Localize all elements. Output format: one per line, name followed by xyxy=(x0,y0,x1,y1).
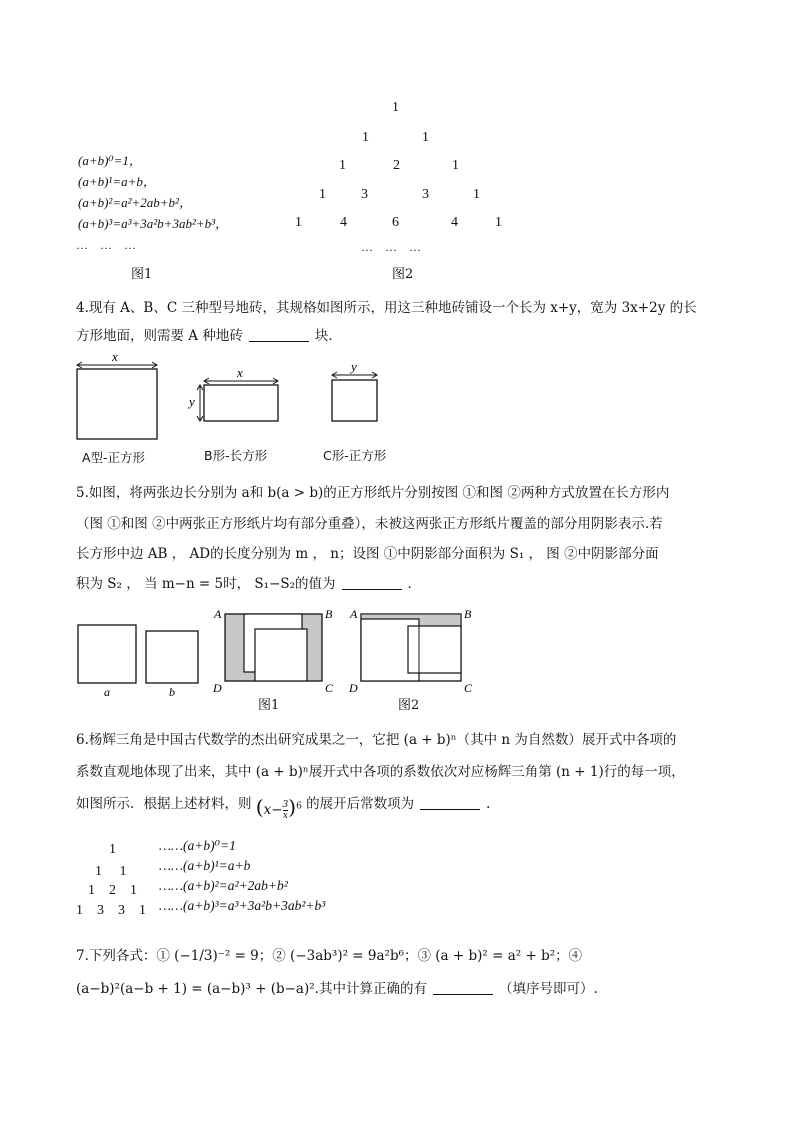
q6-frac-num: 3 xyxy=(282,800,289,810)
tile-c xyxy=(332,359,377,421)
pascal-cell: 1 xyxy=(392,100,399,115)
tile-b-label: B形-长方形 xyxy=(204,448,268,463)
q6-tri-exp-0: ……(a+b)⁰=1 xyxy=(159,838,236,853)
q7-text-post: （填序号即可）. xyxy=(498,981,598,997)
fig1-caption: 图1 xyxy=(131,267,153,282)
square-b-label: b xyxy=(169,685,175,699)
pascal-cell: 4 xyxy=(451,215,458,230)
q5-fig1 xyxy=(212,607,334,695)
q6-text-end: ． xyxy=(486,796,500,812)
tile-a xyxy=(77,349,157,439)
q5-fig2 xyxy=(348,607,473,695)
q6-text-pre: 如图所示．根据上述材料，则 xyxy=(76,796,252,812)
fig2-D: D xyxy=(349,681,358,695)
q6-tri-exp-3: ……(a+b)³=a³+3a²b+3ab²+b³ xyxy=(159,898,326,913)
q4-text-post: 块． xyxy=(314,328,342,344)
pascal-cell: 1 xyxy=(422,130,429,145)
fig2-caption: 图2 xyxy=(392,267,414,282)
square-a xyxy=(78,625,136,683)
fig1-line-3: (a+b)³=a³+3a²b+3ab²+b³， xyxy=(78,216,229,231)
pascal-cell: 1 xyxy=(495,215,502,230)
fig1-B: B xyxy=(325,607,333,621)
q6-tri-row-3: 1 3 3 1 xyxy=(76,903,146,918)
q6-line-3 xyxy=(76,792,500,821)
pascal-cell: 1 xyxy=(473,187,480,202)
q6-text-post: 的展开后常数项为 xyxy=(306,796,415,812)
q7-line-2 xyxy=(76,977,598,997)
tile-b-dim-y: y xyxy=(189,394,195,409)
tile-c-dim: y xyxy=(351,359,357,374)
q5-text-post: ． xyxy=(407,576,422,592)
q4-text-pre: 方形地面，则需要 A 种地砖 xyxy=(76,328,243,344)
q6-frac-den: x xyxy=(282,811,288,821)
q5-fig1-caption: 图1 xyxy=(258,698,280,713)
fig1-D: D xyxy=(213,681,222,695)
pascal-cell: 1 xyxy=(452,158,459,173)
pascal-cell: 1 xyxy=(339,158,346,173)
q5-line-3: 长方形中边 AB ， AD的长度分别为 m ， n；设图 ①中阴影部分面积为 S₁ ， 图 ②中阴影部分面 xyxy=(76,546,659,562)
pascal-cell: 3 xyxy=(361,187,368,202)
fig2-A: A xyxy=(350,607,358,621)
square-a-label: a xyxy=(104,685,110,699)
q5-text-pre: 积为 S₂ ， 当 m−n = 5时， S₁−S₂的值为 xyxy=(76,576,336,592)
q6-tri-row-2: 1 2 1 xyxy=(88,883,137,898)
fig1-line-2: (a+b)²=a²+2ab+b²， xyxy=(78,195,192,210)
q6-exponent: 6 xyxy=(296,801,302,812)
fig1-line-0: (a+b)⁰=1， xyxy=(78,153,142,168)
q5-line-4 xyxy=(76,572,421,592)
q5-line-2: （图 ①和图 ②中两张正方形纸片均有部分重叠），未被这两张正方形纸片覆盖的部分用阴影表示.若 xyxy=(76,516,663,532)
q4-line-1: 4.现有 A、B、C 三种型号地砖，其规格如图所示，用这三种地砖铺设一个长为 x+y，宽为 3x+2y 的长 xyxy=(76,300,697,316)
q6-expression: (x− $\frac{3}{x}$ )$^6$ xyxy=(255,795,302,821)
fig2-ellipsis: … … … xyxy=(361,240,422,254)
q7-text-pre: (a−b)²(a−b + 1) = (a−b)³ + (b−a)².其中计算正确的有 xyxy=(76,981,427,997)
pascal-cell: 2 xyxy=(393,158,400,173)
pascal-cell: 1 xyxy=(319,187,326,202)
square-b xyxy=(146,631,198,683)
tile-b xyxy=(187,365,278,421)
pascal-cell: 3 xyxy=(422,187,429,202)
q6-tri-row-1: 1 1 xyxy=(95,864,127,879)
fig1-line-1: (a+b)¹=a+b， xyxy=(78,174,156,189)
tile-c-label: C形-正方形 xyxy=(323,448,387,463)
q5-line-1: 5.如图，将两张边长分别为 a和 b(a > b)的正方形纸片分别按图 ①和图 ②两种方式放置在长方形内 xyxy=(76,485,670,501)
fig1-ellipsis: … … … xyxy=(76,238,137,252)
tile-b-dim-x: x xyxy=(237,365,243,380)
fig1-A: A xyxy=(214,607,222,621)
q6-tri-exp-2: ……(a+b)²=a²+2ab+b² xyxy=(159,878,288,893)
q6-line-2: 系数直观地体现了出来，其中 (a + b)ⁿ展开式中各项的系数依次对应杨辉三角第 (n + 1)行的每一项， xyxy=(76,764,685,780)
pascal-cell: 1 xyxy=(362,130,369,145)
fig2-C: C xyxy=(464,681,473,695)
q6-line-1: 6.杨辉三角是中国古代数学的杰出研究成果之一，它把 (a + b)ⁿ（其中 n 为自然数）展开式中各项的 xyxy=(76,732,677,748)
q7-line-1: 7.下列各式：① (−1/3)⁻² = 9；② (−3ab³)² = 9a²b⁶；③ (a + b)² = a² + b²；④ xyxy=(76,948,583,964)
q4-answer-blank[interactable] xyxy=(249,329,309,342)
pascal-cell: 1 xyxy=(295,215,302,230)
fig2-B: B xyxy=(464,607,472,621)
q6-tri-exp-1: ……(a+b)¹=a+b xyxy=(159,858,251,873)
fig1-C: C xyxy=(325,681,334,695)
tile-a-dim: x xyxy=(112,349,118,364)
q4-line-2 xyxy=(76,324,342,344)
tile-a-label: A型-正方形 xyxy=(82,450,146,465)
pascal-cell: 4 xyxy=(340,215,347,230)
pascal-cell: 6 xyxy=(392,215,399,230)
q7-answer-blank[interactable] xyxy=(433,982,493,995)
q6-tri-row-0: 1 xyxy=(109,842,116,857)
q6-answer-blank[interactable] xyxy=(420,797,480,810)
q5-fig2-caption: 图2 xyxy=(398,698,420,713)
q5-answer-blank[interactable] xyxy=(342,577,402,590)
q5-figure xyxy=(70,600,490,710)
